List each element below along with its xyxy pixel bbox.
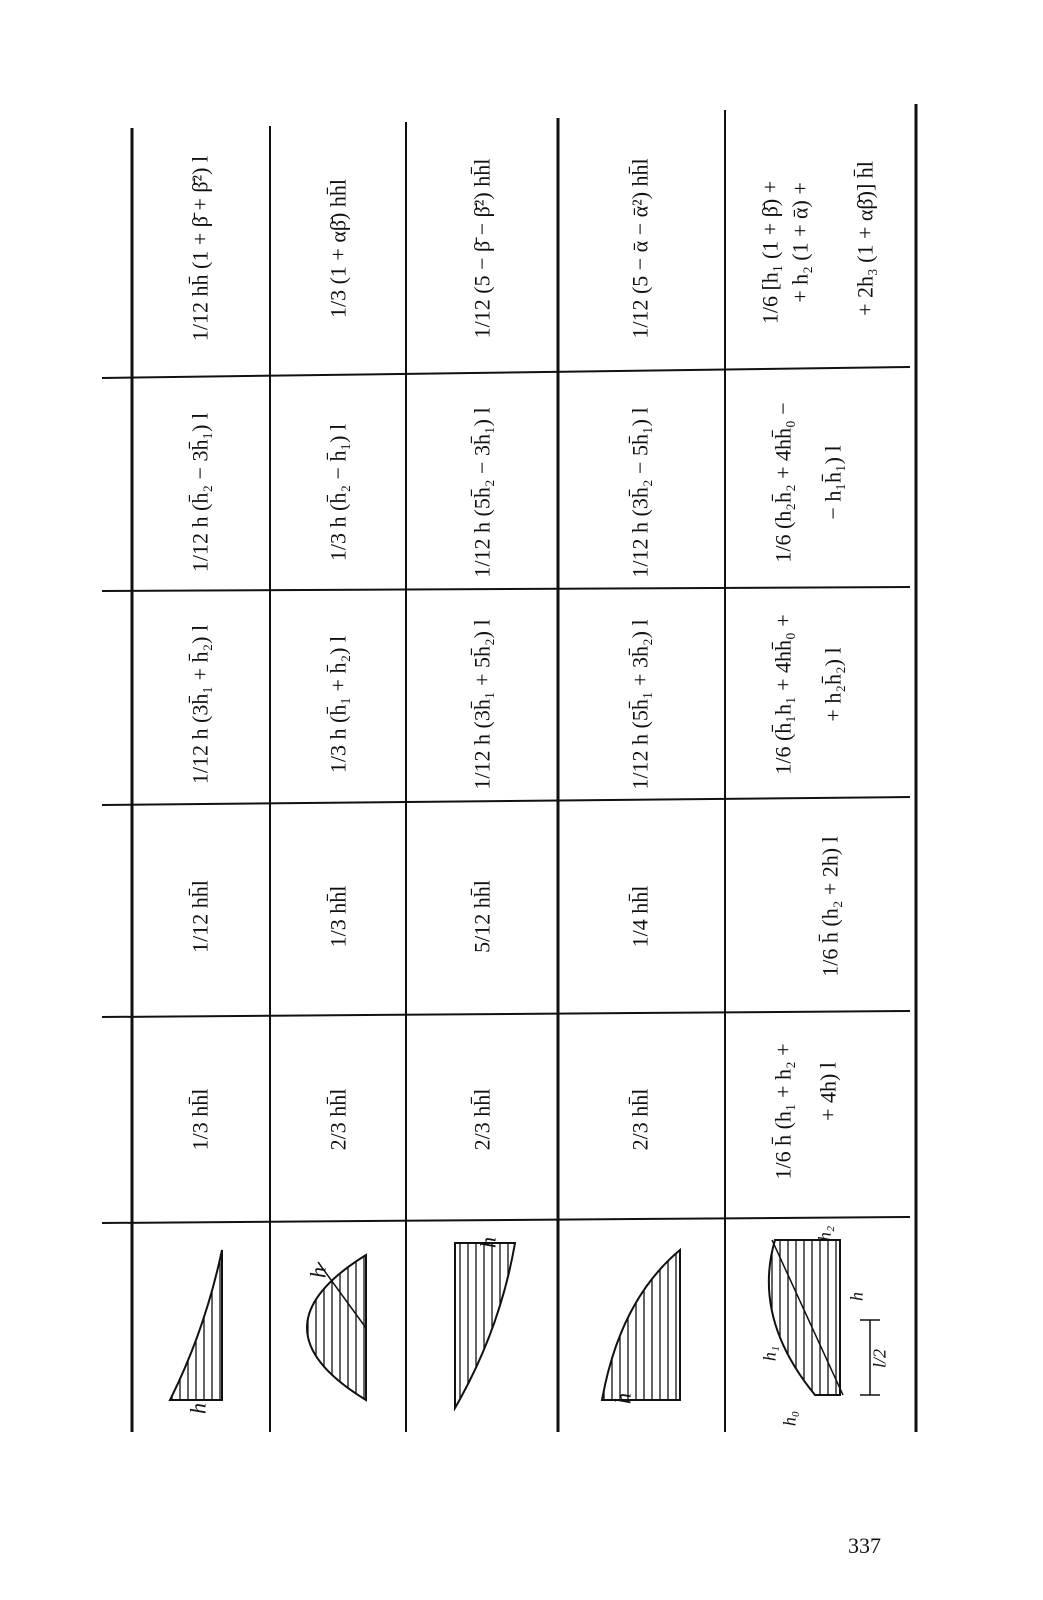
diagram-label-row1: h (185, 1403, 211, 1414)
row2-col4: 1/3 h (h̄₂ − h̄₁) l (325, 423, 351, 562)
row1-col2: 1/12 hh̄l (187, 880, 213, 953)
diagram-label-row2: h (305, 1267, 331, 1278)
row5-col3-b: + h₂h̄₂) l (820, 647, 846, 722)
diagram-label-row4: h (610, 1393, 636, 1404)
row5-col3-a: 1/6 (h̄₁h₁ + 4hh̄₀ + (770, 614, 796, 775)
diagram-label-row5-h1: h₁ (759, 1345, 780, 1362)
row4-col4: 1/12 h (3h̄₂ − 5h̄₁) l (627, 407, 653, 578)
diagram-label-row5-span: l/2 (869, 1349, 890, 1369)
row5-col4-a: 1/6 (h₂h̄₂ + 4hh̄₀ − (770, 402, 796, 563)
row5-col1-b: + 4h) l (815, 1062, 841, 1121)
diagram-row4 (602, 1250, 680, 1400)
diagram-label-row5-h: h (846, 1292, 867, 1301)
row3-col5: 1/12 (5 − β̄ − β̄²) hh̄l (469, 158, 495, 339)
row1-col5: 1/12 hh̄ (1 + β̄ + β̄²) l (187, 155, 213, 342)
page-number: 337 (848, 1533, 881, 1558)
row3-col4: 1/12 h (5h̄₂ − 3h̄₁) l (469, 407, 495, 578)
row1-col1: 1/3 hh̄l (187, 1088, 213, 1151)
diagram-label-row5-h0: h₀ (779, 1410, 800, 1427)
diagram-row5 (769, 1240, 880, 1395)
diagram-label-row5-h2: h₂ (814, 1225, 835, 1242)
row3-col3: 1/12 h (3h̄₁ + 5h̄₂) l (469, 619, 495, 790)
row5-col5-c: + 2h₃ (1 + αβ̄)] h̄l (852, 161, 878, 316)
row2-col1: 2/3 hh̄l (325, 1088, 351, 1151)
row5-col2: 1/6 h̄ (h₂ + 2h) l (817, 836, 843, 977)
row1-col3: 1/12 h (3h̄₁ + h̄₂) l (187, 624, 213, 785)
diagram-label-row3: h (475, 1237, 501, 1248)
row4-col3: 1/12 h (5h̄₁ + 3h̄₂) l (627, 619, 653, 790)
row4-col1: 2/3 hh̄l (627, 1088, 653, 1151)
row3-col2: 5/12 hh̄l (469, 880, 495, 953)
row2-col3: 1/3 h (h̄₁ + h̄₂) l (325, 635, 351, 774)
row4-col5: 1/12 (5 − ᾱ − ᾱ²) hh̄l (627, 158, 653, 339)
diagram-row1 (170, 1250, 222, 1400)
row2-col2: 1/3 hh̄l (325, 885, 351, 948)
row5-col5-a: 1/6 [h₁ (1 + β̄) + (757, 180, 783, 325)
row2-col5: 1/3 (1 + αβ̄) hh̄l (325, 179, 351, 319)
row5-col1-a: 1/6 h̄ (h₁ + h₂ + (770, 1043, 796, 1180)
row3-col1: 2/3 hh̄l (469, 1088, 495, 1151)
row1-col4: 1/12 h (h̄₂ − 3h̄₁) l (187, 412, 213, 573)
row5-col5-b: + h₂ (1 + ᾱ) + (787, 182, 813, 303)
diagram-row3 (455, 1243, 515, 1408)
row4-col2: 1/4 hh̄l (627, 885, 653, 948)
row5-col4-b: − h₁h̄₁) l (820, 445, 846, 520)
